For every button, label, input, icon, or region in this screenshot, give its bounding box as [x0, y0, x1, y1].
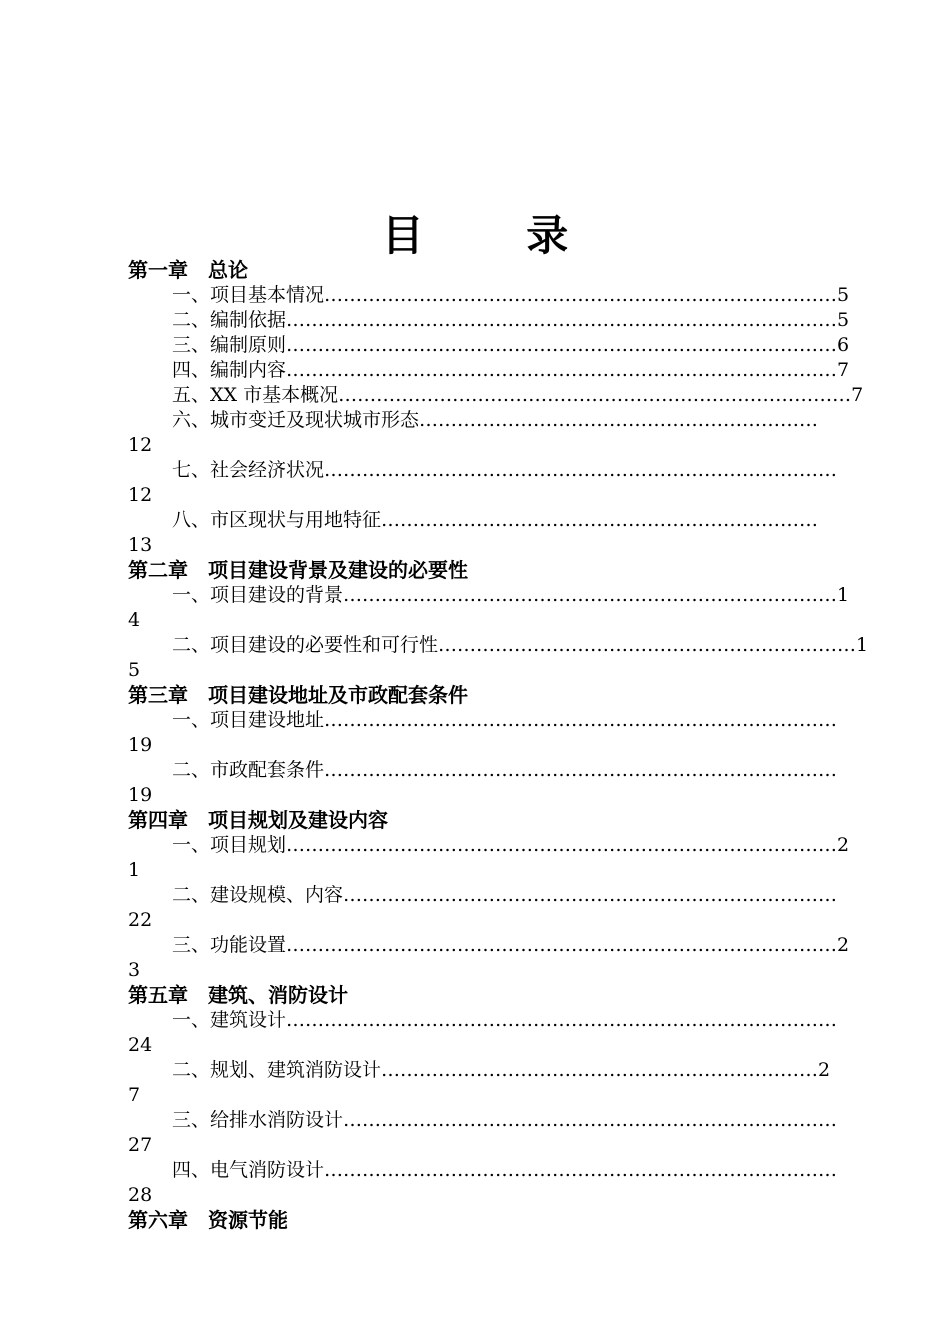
toc-page-number: 2 — [837, 934, 850, 956]
toc-leader-dots: …………………………………………………………… — [381, 509, 819, 531]
toc-leader-dots: …………………………………………………………………… — [343, 884, 838, 906]
toc-page-number: 13 — [128, 534, 153, 556]
toc-page-number: 1 — [837, 584, 850, 606]
toc-entry[interactable] — [128, 583, 850, 633]
toc-entry[interactable] — [128, 458, 838, 508]
toc-page-number: 22 — [128, 909, 153, 931]
toc-page-number: 19 — [128, 784, 153, 806]
toc-entry[interactable] — [128, 758, 838, 808]
toc-entry-label: 五、XX 市基本概况 — [172, 384, 339, 406]
toc-entry-label: 四、编制内容 — [172, 359, 287, 381]
toc-entry[interactable] — [128, 283, 850, 308]
toc-entry-line — [128, 758, 838, 783]
toc-leader-dots: ……………………………………………………… — [419, 409, 819, 431]
toc-entry-line — [128, 1058, 832, 1083]
toc-page-number: 12 — [128, 434, 153, 456]
toc-entry-label: 一、项目规划 — [172, 834, 287, 856]
toc-entry[interactable] — [128, 333, 850, 358]
toc-leader-dots: ……………………………………………………………………… — [324, 1159, 838, 1181]
toc-page-number-continued: 4 — [128, 609, 141, 631]
toc-page-number-continued: 7 — [128, 1084, 141, 1106]
toc-entry-line — [128, 883, 838, 908]
toc-leader-dots: ……………………………………………………………………… — [324, 459, 838, 481]
toc-entry-line — [128, 1158, 838, 1183]
toc-entry-line — [128, 633, 869, 658]
toc-chapter-heading[interactable]: 第二章 项目建设背景及建设的必要性 — [128, 558, 468, 582]
toc-entry-line — [128, 708, 838, 733]
toc-entry[interactable] — [128, 383, 864, 408]
toc-entry-label: 三、给排水消防设计 — [172, 1109, 344, 1131]
toc-page-number: 28 — [128, 1184, 153, 1206]
toc-entry[interactable] — [128, 358, 850, 383]
toc-entry[interactable] — [128, 708, 838, 758]
toc-entry-line — [128, 583, 850, 608]
table-of-contents — [128, 258, 869, 1233]
toc-leader-dots: ……………………………………………………………………… — [324, 284, 838, 306]
toc-leader-dots: …………………………………………………………… — [381, 1059, 819, 1081]
toc-entry[interactable] — [128, 508, 832, 558]
toc-entry-label: 二、项目建设的必要性和可行性 — [172, 634, 439, 656]
toc-page-number: 12 — [128, 484, 153, 506]
toc-page-number-continued: 1 — [128, 859, 141, 881]
toc-entry-label: 一、项目基本情况 — [172, 284, 325, 306]
toc-entry-line — [128, 933, 850, 958]
toc-entry-line — [128, 1008, 838, 1033]
toc-page-number: 5 — [837, 309, 850, 331]
toc-leader-dots: …………………………………………………………………………… — [286, 834, 838, 856]
toc-entry-label: 三、功能设置 — [172, 934, 287, 956]
toc-page-number-continued: 3 — [128, 959, 141, 981]
toc-page-number: 2 — [837, 834, 850, 856]
toc-leader-dots: ……………………………………………………………………… — [324, 759, 838, 781]
toc-page-number: 5 — [837, 284, 850, 306]
toc-leader-dots: …………………………………………………………………………… — [286, 359, 838, 381]
toc-entry[interactable] — [128, 933, 850, 983]
toc-entry-line — [128, 283, 850, 308]
toc-entry-label: 六、城市变迁及现状城市形态 — [172, 409, 420, 431]
toc-entry[interactable] — [128, 1058, 832, 1108]
toc-entry-line — [128, 833, 850, 858]
toc-leader-dots: …………………………………………………………………………… — [286, 334, 838, 356]
toc-page-number: 1 — [856, 634, 869, 656]
toc-entry[interactable] — [128, 1008, 838, 1058]
toc-page-number: 6 — [837, 334, 850, 356]
toc-entry-label: 一、项目建设的背景 — [172, 584, 344, 606]
toc-chapter-heading[interactable]: 第六章 资源节能 — [128, 1208, 288, 1232]
toc-entry[interactable] — [128, 883, 838, 933]
toc-entry[interactable] — [128, 833, 850, 883]
toc-entry-label: 一、项目建设地址 — [172, 709, 325, 731]
page-title: 目 录 — [381, 211, 613, 260]
toc-leader-dots: …………………………………………………………………………… — [286, 934, 838, 956]
toc-leader-dots: …………………………………………………………………………… — [286, 309, 838, 331]
toc-page-number: 19 — [128, 734, 153, 756]
toc-chapter-heading[interactable]: 第三章 项目建设地址及市政配套条件 — [128, 683, 468, 707]
toc-entry-label: 一、建筑设计 — [172, 1009, 287, 1031]
toc-entry-line — [128, 383, 864, 408]
toc-page-number: 2 — [818, 1059, 831, 1081]
toc-leader-dots: …………………………………………………………………………… — [286, 1009, 838, 1031]
toc-page-number: 27 — [128, 1134, 153, 1156]
toc-chapter-heading[interactable]: 第五章 建筑、消防设计 — [128, 983, 348, 1007]
toc-entry-label: 三、编制原则 — [172, 334, 287, 356]
toc-entry-label: 七、社会经济状况 — [172, 459, 325, 481]
toc-entry-line — [128, 333, 850, 358]
toc-leader-dots: ………………………………………………………… — [438, 634, 857, 656]
toc-entry-line — [128, 508, 832, 533]
toc-entry-label: 八、市区现状与用地特征 — [172, 509, 382, 531]
toc-leader-dots: …………………………………………………………………… — [343, 584, 838, 606]
toc-entry[interactable] — [128, 308, 850, 333]
toc-entry-label: 二、规划、建筑消防设计 — [172, 1059, 382, 1081]
toc-entry-line — [128, 458, 838, 483]
toc-page-number: 7 — [851, 384, 864, 406]
toc-page-number-continued: 5 — [128, 659, 141, 681]
toc-entry-label: 二、建设规模、内容 — [172, 884, 344, 906]
toc-entry[interactable] — [128, 633, 869, 683]
toc-entry-line — [128, 358, 850, 383]
toc-chapter-heading[interactable]: 第一章 总论 — [128, 258, 248, 282]
toc-entry[interactable] — [128, 1108, 838, 1158]
toc-entry-label: 二、市政配套条件 — [172, 759, 325, 781]
toc-page-number: 24 — [128, 1034, 153, 1056]
toc-entry-line — [128, 408, 832, 433]
toc-entry-label: 四、电气消防设计 — [172, 1159, 325, 1181]
toc-entry-label: 二、编制依据 — [172, 309, 287, 331]
toc-leader-dots: …………………………………………………………………… — [343, 1109, 838, 1131]
toc-entry-line — [128, 308, 850, 333]
toc-page-number: 7 — [837, 359, 850, 381]
toc-entry[interactable] — [128, 408, 832, 458]
toc-leader-dots: ……………………………………………………………………… — [324, 709, 838, 731]
toc-chapter-heading[interactable]: 第四章 项目规划及建设内容 — [128, 808, 388, 832]
toc-entry[interactable] — [128, 1158, 838, 1208]
toc-leader-dots: ……………………………………………………………………… — [338, 384, 852, 406]
toc-entry-line — [128, 1108, 838, 1133]
